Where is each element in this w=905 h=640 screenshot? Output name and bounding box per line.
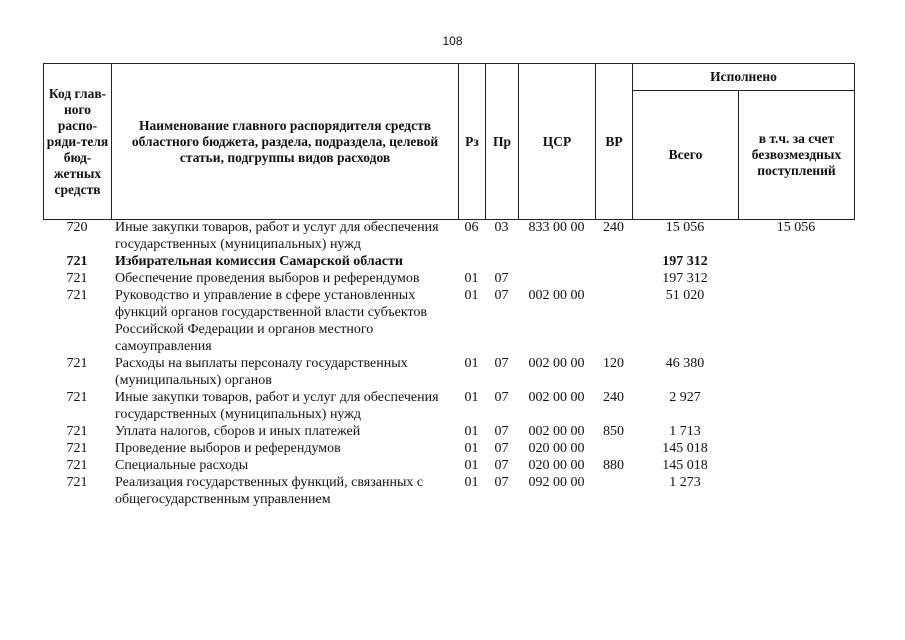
cell-vr	[595, 440, 632, 457]
cell-name: Специальные расходы	[115, 458, 249, 473]
cell-free: 15 056	[776, 220, 816, 235]
table-row	[43, 474, 854, 508]
header-total: Всего	[633, 91, 739, 220]
cell-name: Иные закупки товаров, работ и услуг для обеспечения государственных (муниципальных) нужд	[115, 390, 439, 422]
header-csr: ЦСР	[519, 64, 596, 220]
header-name: Наименование главного распорядителя средств областного бюджета, раздела, подраздела, целевой статьи, подгруппы видов расходов	[112, 64, 459, 220]
cell-total: 51 020	[665, 288, 705, 303]
cell-pr	[485, 253, 518, 270]
cell-pr: 07	[494, 441, 509, 456]
cell-csr: 002 00 00	[528, 356, 585, 371]
cell-vr	[595, 253, 632, 270]
cell-free	[738, 423, 854, 440]
cell-pr: 07	[494, 390, 509, 405]
cell-pr: 07	[494, 458, 509, 473]
cell-rz: 01	[464, 475, 479, 490]
cell-rz: 01	[464, 288, 479, 303]
cell-free	[738, 440, 854, 457]
cell-vr	[595, 474, 632, 508]
cell-free	[738, 474, 854, 508]
cell-total: 1 273	[669, 475, 701, 490]
cell-code: 721	[66, 271, 88, 286]
cell-total: 197 312	[662, 271, 708, 286]
cell-rz: 01	[464, 356, 479, 371]
table-row	[43, 253, 854, 270]
cell-code: 721	[66, 441, 88, 456]
cell-free	[738, 355, 854, 389]
cell-name: Реализация государственных функций, связанных с общегосударственным управлением	[115, 475, 424, 507]
table-row	[43, 423, 854, 440]
cell-name: Избирательная комиссия Самарской области	[115, 254, 403, 269]
table-row	[43, 270, 854, 287]
cell-free	[738, 287, 854, 355]
cell-code: 720	[66, 220, 88, 235]
page-number: 108	[442, 34, 463, 48]
cell-code: 721	[66, 356, 88, 371]
cell-csr: 002 00 00	[528, 424, 585, 439]
table-row	[43, 389, 854, 423]
cell-pr: 07	[494, 356, 509, 371]
table-row	[43, 457, 854, 474]
cell-vr: 850	[603, 424, 624, 439]
table-row	[43, 355, 854, 389]
cell-rz: 01	[464, 458, 479, 473]
table-body	[43, 219, 854, 508]
cell-csr: 002 00 00	[528, 390, 585, 405]
table-row	[43, 287, 854, 355]
cell-vr	[595, 270, 632, 287]
cell-name: Расходы на выплаты персоналу государственных (муниципальных) органов	[115, 356, 408, 388]
cell-free	[738, 389, 854, 423]
cell-code: 721	[66, 475, 88, 490]
cell-total: 197 312	[662, 254, 708, 269]
header-executed: Исполнено	[633, 64, 855, 91]
cell-rz: 01	[464, 271, 479, 286]
cell-csr: 020 00 00	[528, 441, 585, 456]
cell-name: Обеспечение проведения выборов и референдумов	[115, 271, 420, 286]
cell-rz: 06	[464, 220, 479, 235]
header-pr: Пр	[486, 64, 519, 220]
cell-total: 46 380	[665, 356, 705, 371]
cell-vr: 240	[603, 390, 624, 405]
header-including-free: в т.ч. за счет безвозмездных поступлений	[739, 91, 855, 220]
cell-total: 2 927	[669, 390, 701, 405]
cell-vr: 120	[603, 356, 624, 371]
cell-rz: 01	[464, 424, 479, 439]
cell-total: 15 056	[665, 220, 705, 235]
cell-code: 721	[66, 390, 88, 405]
cell-vr	[595, 287, 632, 355]
cell-csr: 092 00 00	[528, 475, 585, 490]
cell-csr: 833 00 00	[528, 220, 585, 235]
cell-csr	[518, 270, 595, 287]
header-vr: ВР	[596, 64, 633, 220]
cell-csr	[518, 253, 595, 270]
cell-pr: 07	[494, 288, 509, 303]
cell-rz: 01	[464, 390, 479, 405]
cell-code: 721	[66, 458, 88, 473]
cell-code: 721	[66, 254, 88, 269]
cell-free	[738, 457, 854, 474]
cell-vr: 880	[603, 458, 624, 473]
cell-name: Иные закупки товаров, работ и услуг для обеспечения государственных (муниципальных) нужд	[115, 220, 439, 252]
cell-total: 145 018	[662, 458, 708, 473]
cell-free	[738, 270, 854, 287]
header-code: Код глав-ного распо-ряди-теля бюд-жетных средств	[44, 64, 112, 220]
cell-name: Руководство и управление в сфере установленных функций органов государственной власти субъектов Российской Федерации и органов местного самоуправления	[115, 288, 428, 354]
cell-pr: 07	[494, 271, 509, 286]
header-rz: Рз	[459, 64, 486, 220]
cell-free	[738, 253, 854, 270]
cell-name: Уплата налогов, сборов и иных платежей	[115, 424, 361, 439]
cell-pr: 03	[494, 220, 509, 235]
cell-pr: 07	[494, 475, 509, 490]
cell-rz: 01	[464, 441, 479, 456]
cell-rz	[458, 253, 485, 270]
table-row	[43, 219, 854, 253]
cell-csr: 002 00 00	[528, 288, 585, 303]
cell-total: 1 713	[669, 424, 701, 439]
table-header	[43, 63, 855, 220]
table-row	[43, 440, 854, 457]
cell-pr: 07	[494, 424, 509, 439]
cell-total: 145 018	[662, 441, 708, 456]
cell-vr: 240	[603, 220, 624, 235]
cell-name: Проведение выборов и референдумов	[115, 441, 341, 456]
cell-csr: 020 00 00	[528, 458, 585, 473]
cell-code: 721	[66, 288, 88, 303]
cell-code: 721	[66, 424, 88, 439]
